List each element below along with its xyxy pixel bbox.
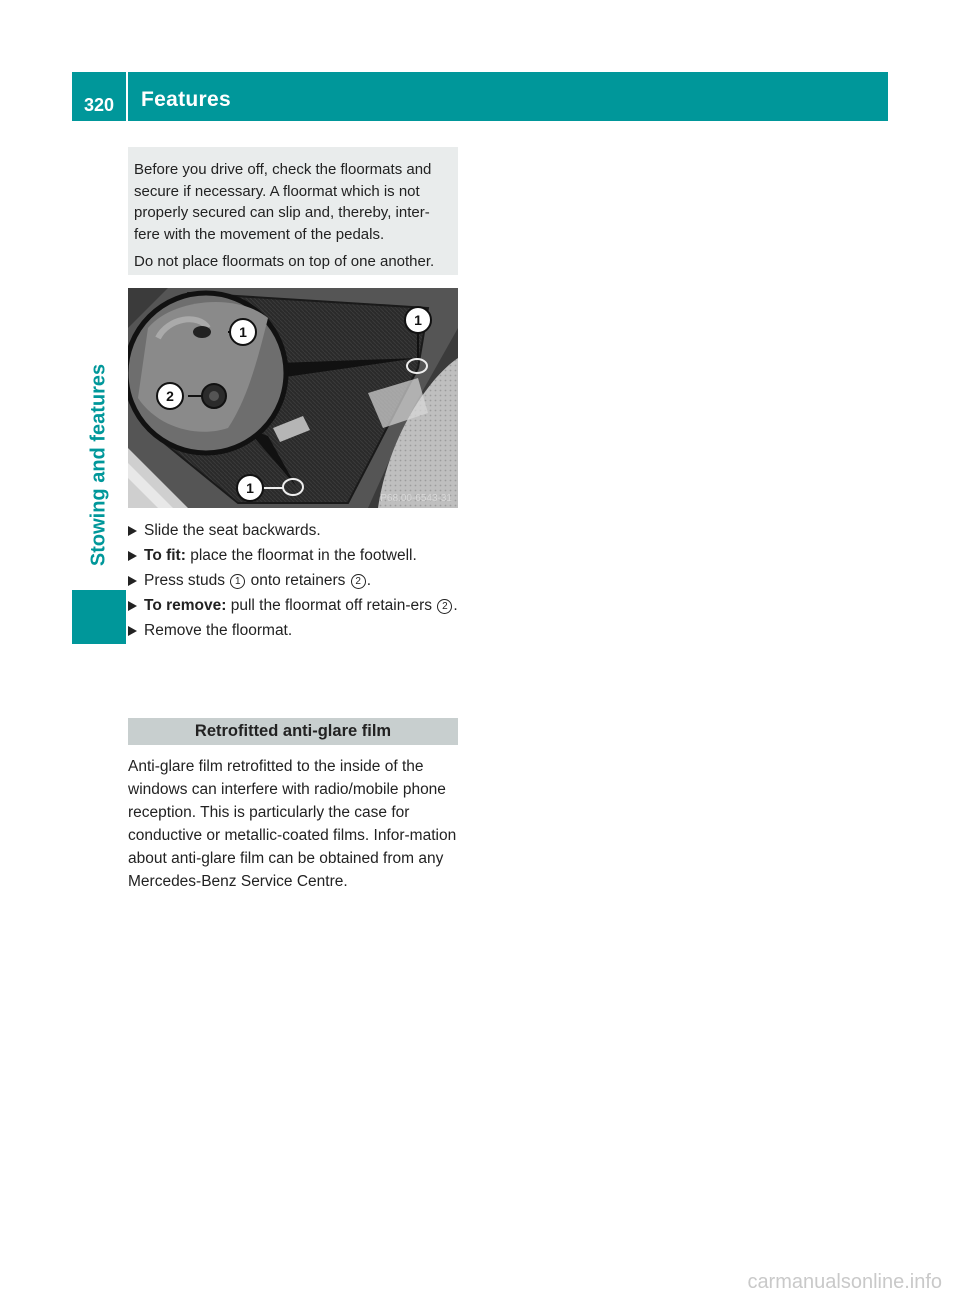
callout-ref-2: 2 <box>437 599 452 614</box>
step-slide-seat <box>128 520 463 542</box>
side-tab-label: Stowing and features <box>87 363 110 567</box>
callout-1-text: 1 <box>239 324 247 340</box>
page-number: 320 <box>84 95 115 115</box>
body-paragraph: Anti-glare film retrofitted to the inside of the windows can interfere with radio/mobile phone reception. This is particularly the case for conductive or metallic-coated films. Infor-mation about anti-glare film can be obtained from any Mercedes-Benz Service Centre. <box>128 758 457 890</box>
callout-1-top-left <box>230 319 256 345</box>
arrow-bullet-icon <box>128 576 137 586</box>
step-to-fit <box>128 545 463 567</box>
step-text: pull the floormat off retain-ers <box>226 597 437 614</box>
step-text: Slide the seat backwards. <box>144 522 321 539</box>
callout-ref-2: 2 <box>351 574 366 589</box>
step-label: To remove: <box>144 597 227 614</box>
callout-1-bottom <box>237 475 263 501</box>
arrow-bullet-icon <box>128 551 137 561</box>
arrow-bullet-icon <box>128 601 137 611</box>
side-tab-block <box>72 590 126 644</box>
instruction-steps <box>128 520 463 645</box>
callout-1-text: 1 <box>414 312 422 328</box>
sub-heading: Retrofitted anti-glare film <box>128 718 458 745</box>
arrow-bullet-icon <box>128 626 137 636</box>
callout-1-top-right <box>405 307 431 333</box>
step-text: . <box>453 597 458 614</box>
step-text: onto retainers <box>246 572 350 589</box>
warning-box <box>128 147 458 275</box>
side-tab <box>72 340 126 590</box>
floormat-figure <box>128 288 458 508</box>
section-title: Features <box>141 88 231 111</box>
figure-code: P68.00-6543-31 <box>380 493 452 504</box>
step-press-studs <box>128 570 463 592</box>
arrow-bullet-icon <box>128 526 137 536</box>
warning-paragraph-2: Do not place floormats on top of one another. <box>134 253 435 270</box>
callout-2 <box>157 383 183 409</box>
step-text: . <box>366 572 371 589</box>
header-divider <box>126 72 128 121</box>
warning-paragraph-1: Before you drive off, check the floormats and secure if necessary. A floormat which is not properly secured can slip and, thereby, inter-fere with the movement of the pedals. <box>134 161 432 243</box>
floormat-illustration <box>128 288 458 508</box>
step-text: place the floormat in the footwell. <box>185 547 417 564</box>
callout-1-text: 1 <box>246 480 254 496</box>
step-text: Remove the floormat. <box>144 622 293 639</box>
watermark: carmanualsonline.info <box>747 1271 942 1293</box>
step-label: To fit: <box>144 547 186 564</box>
callout-ref-1: 1 <box>230 574 245 589</box>
step-to-remove <box>128 595 463 617</box>
callout-2-text: 2 <box>166 388 174 404</box>
step-text: Press studs <box>144 572 230 589</box>
step-remove-floormat <box>128 620 463 642</box>
